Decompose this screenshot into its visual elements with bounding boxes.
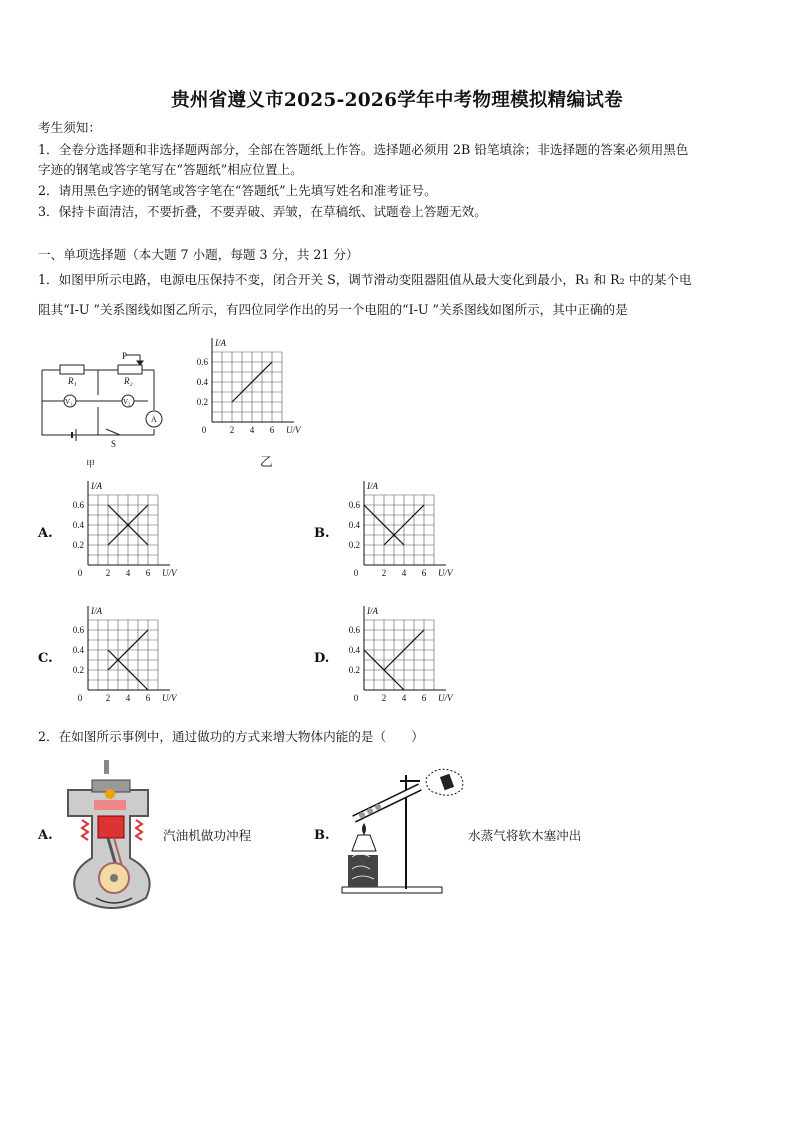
notice-heading: 考生须知： — [38, 120, 101, 135]
y-axis-label: I/A — [91, 606, 102, 616]
v2-label: V₂ — [123, 398, 131, 406]
graph-yi — [186, 332, 326, 451]
r2-label: R₂ — [124, 376, 133, 386]
y-tick-label: 0.4 — [348, 520, 360, 530]
option-a-graph[interactable] — [62, 475, 202, 594]
circuit-caption: 甲 — [86, 459, 96, 469]
x-axis-label: U/V — [162, 568, 177, 578]
y-tick-label: 0.2 — [72, 540, 84, 550]
notice-item-1: 1．全卷分选择题和非选择题两部分，全部在答题纸上作答。选择题必须用 2B 铅笔填涂；非选择题的答案必须用黑色 — [38, 142, 689, 157]
ammeter-label: A — [151, 415, 157, 424]
x-tick-label: 4 — [401, 693, 407, 703]
switch-label: S — [111, 439, 117, 449]
y-tick-label: 0.2 — [348, 665, 360, 675]
y-axis-label: I/A — [367, 606, 378, 616]
y-tick-label: 0.6 — [72, 625, 84, 635]
origin-label: 0 — [77, 568, 83, 578]
x-tick-label: 6 — [145, 568, 151, 578]
notice-item-3: 3．保持卡面清洁，不要折叠，不要弄破、弄皱，在草稿纸、试题卷上答题无效。 — [38, 204, 487, 219]
x-tick-label: 4 — [249, 425, 255, 435]
x-tick-label: 2 — [381, 568, 387, 578]
y-tick-label: 0.6 — [348, 500, 360, 510]
x-tick-label: 2 — [105, 693, 111, 703]
q2-option-b-text: 水蒸气将软木塞冲出 — [468, 828, 582, 843]
y-axis-label: I/A — [367, 481, 378, 491]
x-axis-label: U/V — [162, 693, 177, 703]
x-tick-label: 6 — [421, 693, 427, 703]
section-heading: 一、单项选择题（本大题 7 小题，每题 3 分，共 21 分） — [38, 247, 359, 262]
q2-stem: 2．在如图所示事例中，通过做功的方式来增大物体内能的是（ ） — [38, 729, 424, 744]
steam-cork-illustration — [340, 765, 470, 900]
option-c-label[interactable]: C. — [38, 651, 53, 666]
y-axis-label: I/A — [91, 481, 102, 491]
y-tick-label: 0.4 — [196, 377, 208, 387]
x-axis-label: U/V — [286, 425, 301, 435]
engine-illustration — [62, 758, 162, 913]
x-tick-label: 4 — [125, 568, 131, 578]
graph-yi-caption: 乙 — [260, 454, 273, 469]
x-tick-label: 6 — [145, 693, 151, 703]
x-tick-label: 2 — [381, 693, 387, 703]
y-axis-label: I/A — [215, 338, 226, 348]
q1-stem-line2: 阻其“I-U ”关系图线如图乙所示，有四位同学作出的另一个电阻的“I-U ”关系图线如图所示，其中正确的是 — [38, 302, 628, 317]
x-axis-label: U/V — [438, 568, 453, 578]
option-a-label[interactable]: A. — [38, 526, 53, 541]
notice-item-2: 2．请用黑色字迹的钢笔或答字笔在“答题纸”上先填写姓名和准考证号。 — [38, 183, 437, 198]
x-tick-label: 2 — [105, 568, 111, 578]
circuit-diagram — [36, 345, 166, 470]
origin-label: 0 — [77, 693, 83, 703]
origin-label: 0 — [201, 425, 207, 435]
option-d-graph[interactable] — [338, 600, 478, 719]
origin-label: 0 — [353, 568, 359, 578]
q1-stem-line1: 1．如图甲所示电路，电源电压保持不变，闭合开关 S，调节滑动变阻器阻值从最大变化到最小，R₁ 和 R₂ 中的某个电 — [38, 272, 692, 287]
x-tick-label: 6 — [269, 425, 275, 435]
q2-option-b-label[interactable]: B. — [314, 828, 330, 843]
option-b-graph[interactable] — [338, 475, 478, 594]
v1-label: V₁ — [65, 398, 73, 406]
y-tick-label: 0.4 — [72, 645, 84, 655]
notice-item-1-cont: 字迹的钢笔或答字笔写在“答题纸”相应位置上。 — [38, 162, 303, 177]
y-tick-label: 0.4 — [348, 645, 360, 655]
option-c-graph[interactable] — [62, 600, 202, 719]
y-tick-label: 0.6 — [72, 500, 84, 510]
x-tick-label: 2 — [229, 425, 235, 435]
y-tick-label: 0.2 — [196, 397, 208, 407]
option-d-label[interactable]: D. — [314, 651, 330, 666]
r1-label: R₁ — [68, 376, 77, 386]
y-tick-label: 0.6 — [196, 357, 208, 367]
q2-option-a-label[interactable]: A. — [38, 828, 53, 843]
page-title: 贵州省遵义市2025-2026学年中考物理模拟精编试卷 — [171, 90, 623, 111]
slider-p-label: P — [122, 351, 128, 361]
origin-label: 0 — [353, 693, 359, 703]
x-tick-label: 4 — [125, 693, 131, 703]
x-tick-label: 4 — [401, 568, 407, 578]
y-tick-label: 0.2 — [72, 665, 84, 675]
x-tick-label: 6 — [421, 568, 427, 578]
q2-option-a-text: 汽油机做功冲程 — [163, 828, 252, 843]
x-axis-label: U/V — [438, 693, 453, 703]
y-tick-label: 0.4 — [72, 520, 84, 530]
y-tick-label: 0.6 — [348, 625, 360, 635]
y-tick-label: 0.2 — [348, 540, 360, 550]
option-b-label[interactable]: B. — [314, 526, 330, 541]
